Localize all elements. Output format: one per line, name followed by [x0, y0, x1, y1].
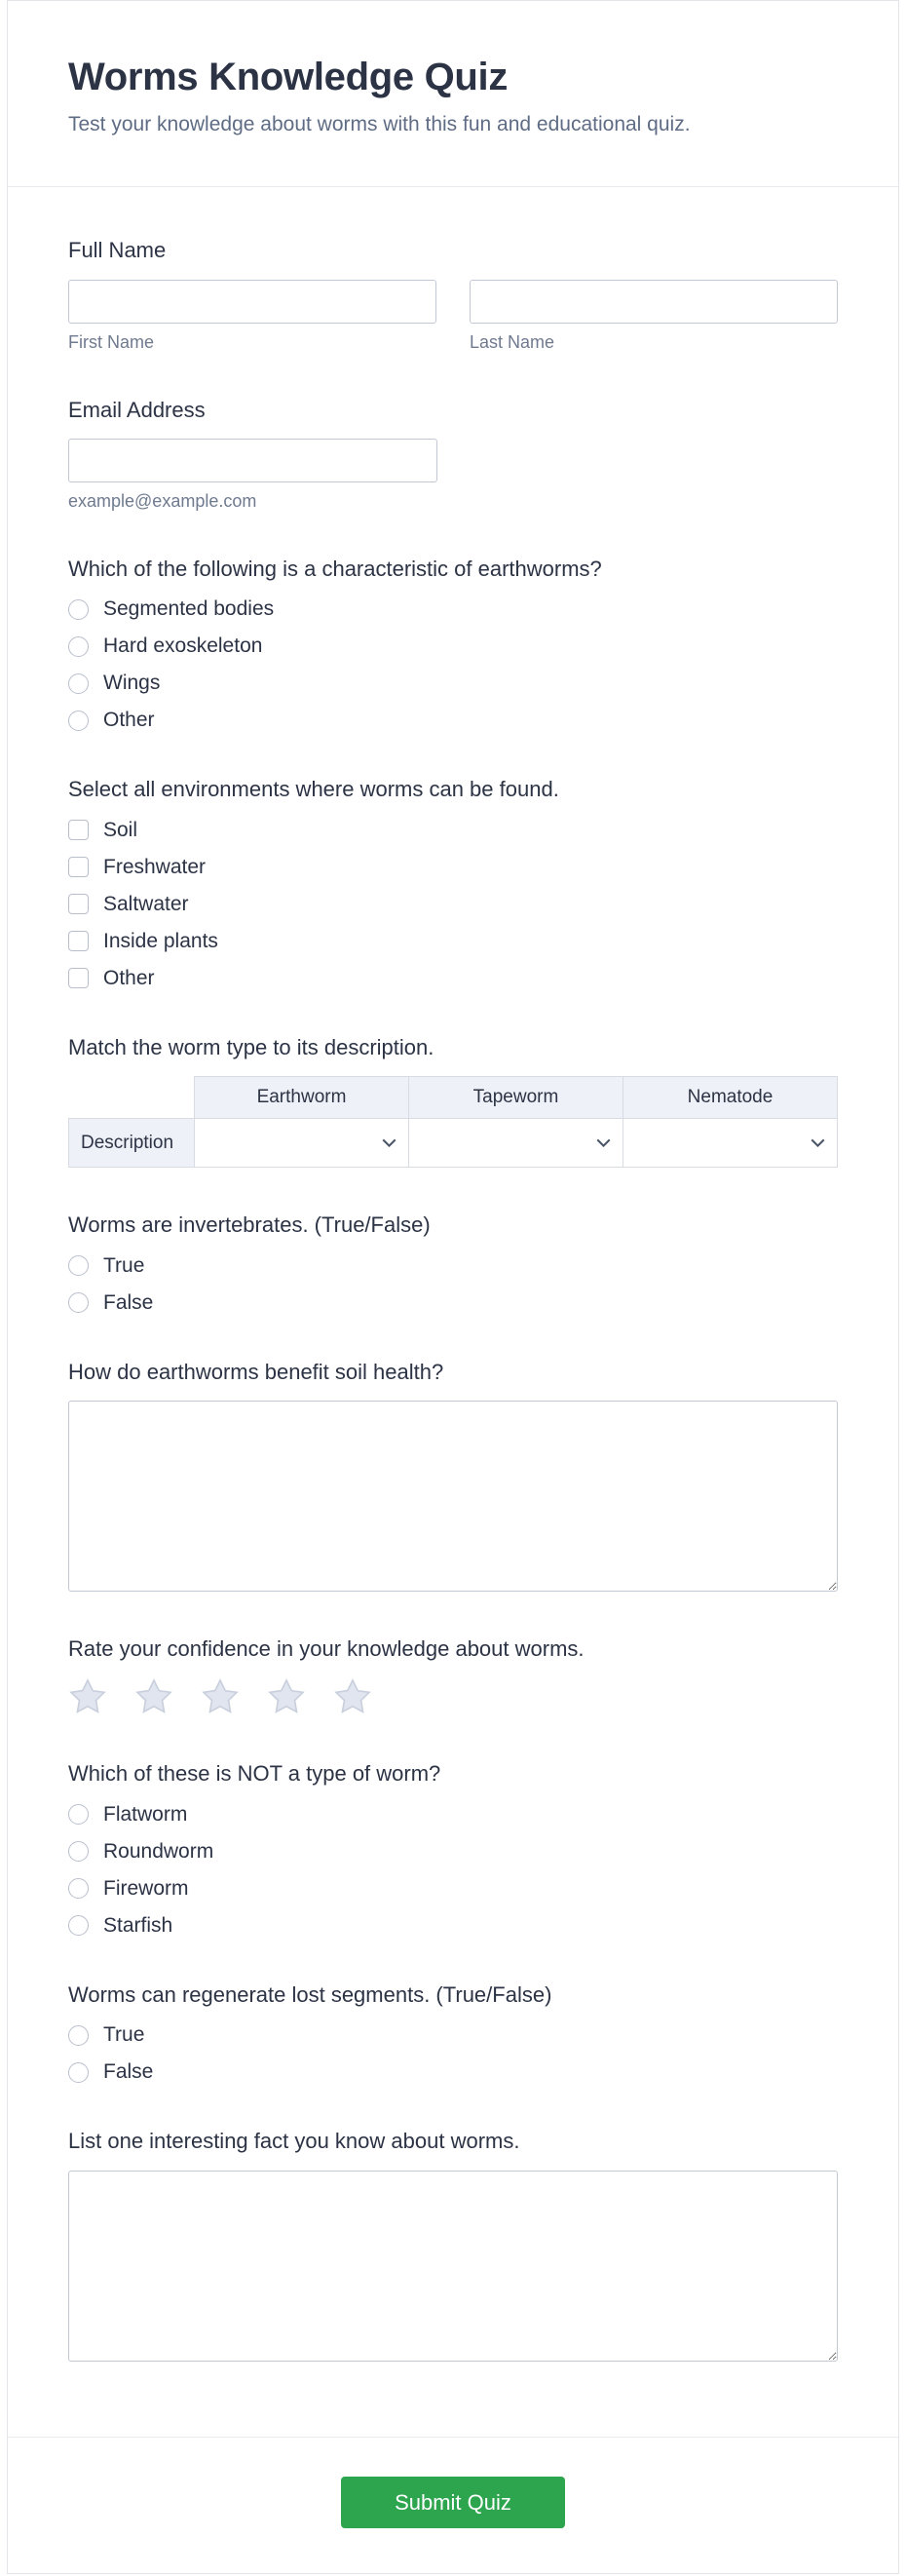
first-name-sublabel: First Name	[68, 331, 155, 352]
question-email	[68, 398, 838, 512]
interesting-fact-label: List one interesting fact you know about worms.	[68, 2129, 520, 2154]
matrix-cell-nematode	[623, 1119, 838, 1168]
checkbox-option-other[interactable]	[68, 967, 838, 990]
checkbox-icon[interactable]	[68, 968, 89, 988]
matrix-cell-earthworm	[195, 1119, 409, 1168]
radio-option-hard-exoskeleton[interactable]	[68, 634, 838, 658]
radio-option-wings[interactable]	[68, 672, 838, 695]
checkbox-icon[interactable]	[68, 857, 89, 877]
radio-icon[interactable]	[68, 2025, 89, 2046]
option-label: Other	[103, 709, 155, 732]
first-name-field	[68, 280, 436, 353]
option-label: Other	[103, 966, 155, 989]
radio-option-true[interactable]	[68, 2023, 838, 2047]
name-fields-row	[68, 280, 838, 353]
radio-option-false[interactable]	[68, 2060, 838, 2084]
form-header	[8, 1, 898, 186]
form-footer	[8, 2438, 898, 2573]
matrix-dropdown-nematode[interactable]	[623, 1119, 837, 1167]
option-label: Saltwater	[103, 892, 189, 915]
radio-icon[interactable]	[68, 1804, 89, 1825]
option-label: Hard exoskeleton	[103, 634, 263, 658]
star-rating	[68, 1677, 838, 1716]
question-interesting-fact	[68, 2129, 838, 2361]
form-body	[8, 187, 898, 2437]
option-label: Roundworm	[103, 1839, 214, 1863]
matrix-header-row	[69, 1077, 838, 1119]
matrix-cell-tapeworm	[409, 1119, 623, 1168]
email-sublabel: example@example.com	[68, 491, 257, 512]
matrix-column-nematode: Nematode	[623, 1077, 838, 1119]
radio-icon[interactable]	[68, 636, 89, 657]
radio-icon[interactable]	[68, 1915, 89, 1936]
not-a-worm-label: Which of these is NOT a type of worm?	[68, 1761, 441, 1787]
matrix-row-header-description: Description	[69, 1119, 195, 1168]
star-icon-1[interactable]	[68, 1677, 107, 1716]
option-label: Starfish	[103, 1913, 173, 1937]
environments-label: Select all environments where worms can be found.	[68, 777, 559, 802]
last-name-sublabel: Last Name	[470, 331, 555, 352]
matrix-dropdown-tapeworm[interactable]	[409, 1119, 623, 1167]
first-name-input[interactable]	[68, 280, 436, 324]
interesting-fact-textarea[interactable]	[68, 2171, 838, 2362]
submit-button[interactable]: Submit Quiz	[341, 2477, 565, 2528]
last-name-field	[470, 280, 838, 353]
question-full-name	[68, 238, 838, 352]
question-environments	[68, 777, 838, 989]
checkbox-option-soil[interactable]	[68, 819, 838, 842]
quiz-form-card	[7, 0, 899, 2574]
radio-option-starfish[interactable]	[68, 1914, 838, 1938]
option-label: Inside plants	[103, 929, 218, 952]
star-icon-3[interactable]	[201, 1677, 240, 1716]
radio-option-other[interactable]	[68, 709, 838, 732]
checkbox-option-saltwater[interactable]	[68, 893, 838, 916]
question-confidence-rating	[68, 1636, 838, 1716]
last-name-input[interactable]	[470, 280, 838, 324]
question-invertebrates	[68, 1212, 838, 1314]
radio-option-segmented-bodies[interactable]	[68, 597, 838, 621]
radio-icon[interactable]	[68, 1255, 89, 1276]
matrix-corner-cell	[69, 1077, 195, 1119]
option-label: False	[103, 1290, 154, 1314]
checkbox-icon[interactable]	[68, 820, 89, 840]
soil-health-label: How do earthworms benefit soil health?	[68, 1359, 444, 1384]
email-label: Email Address	[68, 397, 206, 422]
chevron-down-icon	[596, 1138, 611, 1147]
radio-icon[interactable]	[68, 599, 89, 620]
question-match-matrix	[68, 1035, 838, 1168]
question-not-a-worm	[68, 1761, 838, 1937]
question-earthworm-characteristic	[68, 557, 838, 732]
checkbox-icon[interactable]	[68, 894, 89, 914]
checkbox-option-inside-plants[interactable]	[68, 930, 838, 953]
radio-icon[interactable]	[68, 711, 89, 731]
star-icon-4[interactable]	[267, 1677, 306, 1716]
question-soil-health	[68, 1360, 838, 1592]
email-input[interactable]	[68, 439, 437, 482]
match-label: Match the worm type to its description.	[68, 1034, 434, 1059]
radio-icon[interactable]	[68, 673, 89, 694]
star-icon-5[interactable]	[333, 1677, 372, 1716]
option-label: False	[103, 2060, 154, 2084]
option-label: Flatworm	[103, 1802, 188, 1826]
radio-icon[interactable]	[68, 1292, 89, 1313]
confidence-label: Rate your confidence in your knowledge about worms.	[68, 1636, 585, 1662]
form-title: Worms Knowledge Quiz	[68, 56, 509, 98]
radio-icon[interactable]	[68, 1841, 89, 1862]
radio-option-true[interactable]	[68, 1254, 838, 1278]
match-matrix-table	[68, 1076, 838, 1168]
option-label: Fireworm	[103, 1876, 189, 1900]
matrix-column-tapeworm: Tapeworm	[409, 1077, 623, 1119]
checkbox-icon[interactable]	[68, 931, 89, 951]
characteristic-label: Which of the following is a characteristic of earthworms?	[68, 557, 602, 582]
star-icon-2[interactable]	[134, 1677, 173, 1716]
radio-icon[interactable]	[68, 2062, 89, 2083]
option-label: True	[103, 2023, 145, 2047]
chevron-down-icon	[811, 1138, 825, 1147]
option-label: Freshwater	[103, 855, 207, 878]
invertebrates-label: Worms are invertebrates. (True/False)	[68, 1212, 431, 1238]
soil-health-textarea[interactable]	[68, 1401, 838, 1592]
radio-option-fireworm[interactable]	[68, 1877, 838, 1901]
regenerate-label: Worms can regenerate lost segments. (True/False)	[68, 1981, 552, 2007]
chevron-down-icon	[382, 1138, 396, 1147]
radio-option-roundworm[interactable]	[68, 1840, 838, 1864]
radio-icon[interactable]	[68, 1878, 89, 1899]
form-subtitle: Test your knowledge about worms with this fun and educational quiz.	[68, 113, 691, 135]
option-label: Segmented bodies	[103, 597, 275, 621]
matrix-dropdown-earthworm[interactable]	[195, 1119, 408, 1167]
checkbox-option-freshwater[interactable]	[68, 856, 838, 879]
question-regenerate	[68, 1982, 838, 2084]
radio-option-flatworm[interactable]	[68, 1803, 838, 1826]
full-name-label: Full Name	[68, 238, 167, 263]
option-label: True	[103, 1253, 145, 1277]
matrix-column-earthworm: Earthworm	[195, 1077, 409, 1119]
matrix-body-row	[69, 1119, 838, 1168]
radio-option-false[interactable]	[68, 1291, 838, 1315]
option-label: Wings	[103, 672, 161, 695]
option-label: Soil	[103, 818, 138, 841]
